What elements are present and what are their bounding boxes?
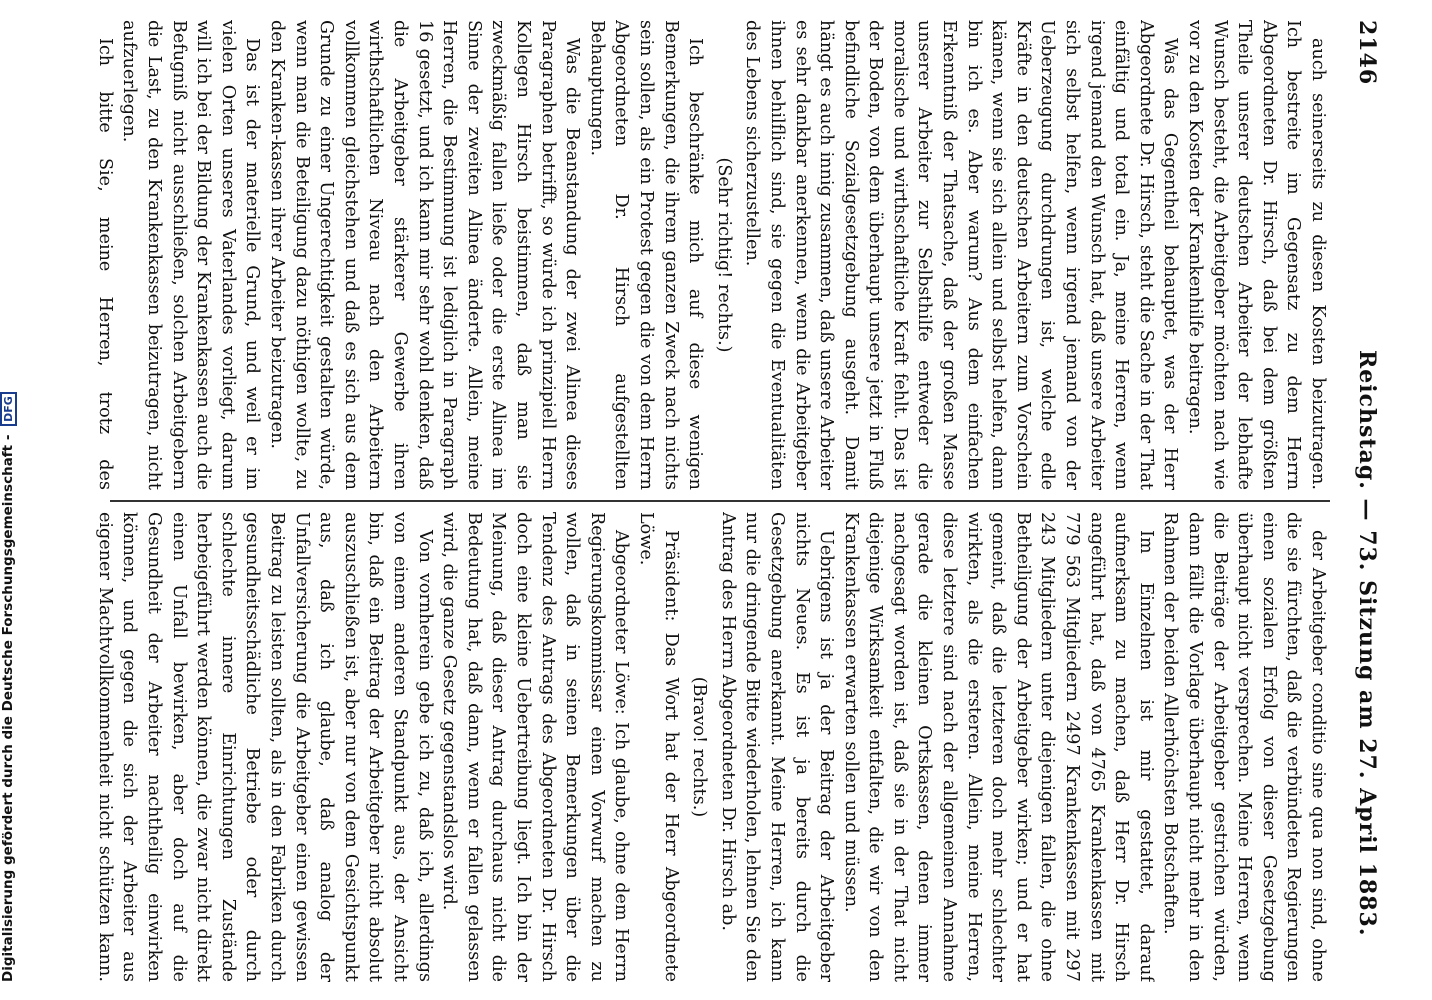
page-title: Reichstag. — 73. Sitzung am 27. April 1883. [1354, 350, 1380, 937]
paragraph: Was das Gegentheil behauptet, was der Herr Abgeordnete Dr. Hirsch, steht die Sache in der That einfältig und total ein. Ja, meine Herren, wenn irgend jemand den Wunsch hat, daß unsere Arbeiter sich selbst helfen, wenn irgend jemand von der Ueberzeugung durchdrungen ist, welche edle Kräfte in den deutschen Arbeitern zum Vorschein kämen, wenn sie sich allein und selbst helfen, dann bin ich es. Aber warum? Aus dem einfachen Erkenntniß der Thatsache, daß der großen Masse unserer Arbeiter zur Selbsthilfe entweder die moralische und wirthschaftliche Kraft fehlt. Das ist der Boden, von dem überhaupt unsere jetzt in Fluß befindliche Sozialgesetzgebung ausgeht. Damit hängt es auch innig zusammen, daß unsere Arbeiter es sehr dankbar anerkennen, wenn die Arbeitgeber ihnen behilflich sind, sie gegen die Eventualitäten des Lebens sicherzustellen. [742, 20, 1181, 490]
paragraph: Ich beschränke mich auf diese wenigen Bemerkungen, die ihrem ganzen Zweck nach nichts sein sollen, als ein Protest gegen die von dem Herrn Abgeordneten Dr. Hirsch aufgestellten Behauptungen. [586, 20, 706, 490]
page-header [1338, 20, 1392, 982]
paragraph: Das ist der materielle Grund, und weil er im vielen Orten unseres Vaterlandes vorliegt, darum will ich bei der Bildung der Krankenkassen auch die Befugniß nicht ausschließen, solchen Arbeitgebern die Last, zu den Krankenkassen beizutragen, nicht aufzuerlegen. [119, 20, 263, 490]
dfg-logo: DFG [0, 392, 17, 426]
interjection: (Sehr richtig! rechts.) [713, 157, 734, 353]
paragraph: Von vornherein gebe ich zu, daß ich, allerdings von einem anderen Standpunkt aus, der Ansicht bin, daß ein Beitrag der Arbeitgeber nicht absolut auszuschließen ist, aber nur von dem Gesichtspunkt aus, daß ich glaube, daß analog der Unfallversicherung die Arbeitgeber einen gewissen Beitrag zu leisten sollten, als in den Fabriken durch gesundheitsschädliche Betriebe oder durch schlechte innere Einrichtungen Zustände herbeigeführt werden können, die zwar nicht direkt einen Unfall bewirken, aber doch auf die Gesundheit der Arbeiter nachtheilig einwirken können, und gegen die sich der Arbeiter aus eigener Machtvollkommenheit nicht schützen kann. [94, 512, 435, 982]
speaker-paragraph: Präsident: Das Wort hat der Herr Abgeordnete Löwe. [635, 512, 681, 982]
paragraph: Was die Beanstandung der zwei Alinea dieses Paragraphen betrifft, so würde ich prinzipiell Herrn Kollegen Hirsch beistimmen, daß man sie zweckmäßig fallen ließe oder die erste Alinea im Sinne der zweiten Alinea änderte. Allein, meine Herren, die Bestimmung ist lediglich in Paragraph 16 gesetzt, und ich kann mir sehr wohl denken, daß die Arbeitgeber stärkerer Gewerbe ihren wirthschaftlichen Niveau nach den Arbeitern vollkommen gleichstehen und daß es sich aus dem Grunde zu einer Ungerechtigkeit gestalten würde, wenn man die Beteiligung dazu nöthigen wollte, zu den Kranken-kassen ihrer Arbeiter beizutragen. [267, 20, 583, 490]
paragraph: Uebrigens ist ja der Beitrag der Arbeitgeber nichts Neues. Es ist ja bereits durch die Gesetzgebung anerkannt. Meine Herren, ich kann nur die dringende Bitte wiederholen, lehnen Sie den Antrag des Herrn Abgeordneten Dr. Hirsch ab. [717, 512, 837, 982]
speaker-paragraph: Abgeordneter Löwe: Ich glaube, ohne dem Herrn Regierungskommissar einen Vorwurf machen zu wollen, daß in seinen Bemerkungen über die Tendenz des Antrags des Abgeordneten Dr. Hirsch doch eine kleine Uebertreibung liegt. Ich bin der Meinung, daß dieser Antrag durchaus nicht die Bedeutung hat, daß dann, wenn er fallen gelassen wird, die ganze Gesetz gegenstandslos wird. [439, 512, 632, 982]
paragraph: Im Einzelnen ist mir gestattet, darauf aufmerksam zu machen, daß Herr Dr. Hirsch angeführt hat, daß von 4765 Krankenkassen mit 779 563 Mitgliedern 2497 Krankenkassen mit 297 243 Mitgliedern unter diejenigen fallen, die ohne Betheiligung der Arbeitgeber wirken; und er hat gemeint, daß die letzteren doch mehr schlechter wirkten, als die ersteren. Allein, meine Herren, diese letztere sind nach der allgemeinen Annahme gerade die kleinen Ortskassen, denen immer nachgesagt worden ist, daß sie in der That nicht diejenige Wirksamkeit entfalten, die wir von den Krankenkassen erwarten sollen und müssen. [840, 512, 1156, 982]
paragraph: Ich bitte Sie, meine Herren, trotz des [94, 38, 115, 490]
page-number: 2146 [1354, 20, 1380, 86]
digitization-note [0, 0, 17, 1000]
interjection: (Bravo! rechts.) [689, 676, 710, 818]
paragraph: auch seinerseits zu diesen Kosten beizutragen. Ich bestreite im Gegensatz zu dem Herrn Abgeordneten Dr. Hirsch, daß bei dem größten Theile unserer deutschen Arbeiter der lebhafte Wunsch besteht, die Arbeitgeber möchten nach wie vor zu den Kosten der Krankenhilfe beitragen. [1185, 20, 1328, 490]
digitization-text: Digitalisierung gefördert durch die Deutsche Forschungsgemeinschaft - [0, 434, 16, 982]
column-divider [110, 500, 1330, 502]
left-column [90, 20, 1330, 490]
paragraph: der Arbeitgeber conditio sine qua non sind, ohne die sie fürchten, daß die verbündeten Regierungen einen sozialen Erfolg von dieser Gesetzgebung überhaupt nicht versprechen. Meine Herren, wenn die Beiträge der Arbeitgeber gestrichen würden, dann fällt die Vorlage überhaupt nicht mehr in den Rahmen der beiden Allerhöchsten Botschaften. [1160, 512, 1328, 982]
rotated-page [80, 6, 1400, 996]
right-column [90, 512, 1330, 982]
